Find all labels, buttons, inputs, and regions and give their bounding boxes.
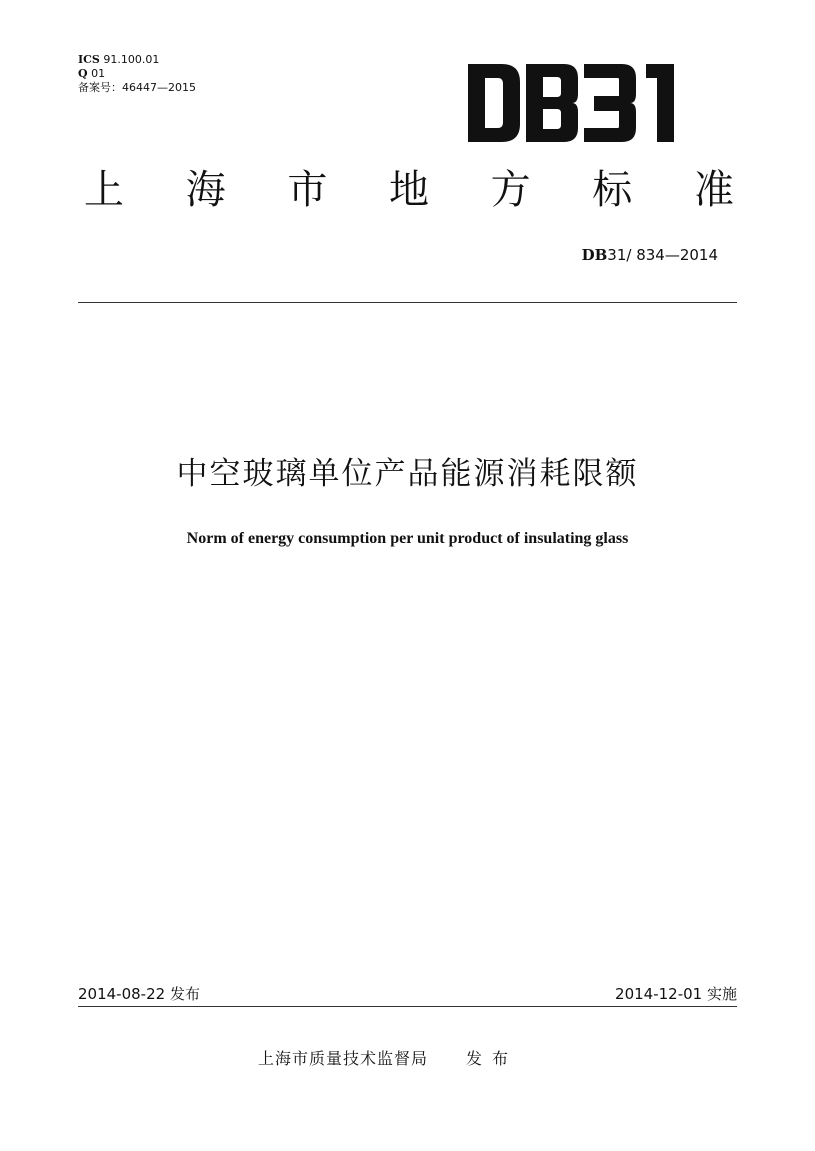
standard-type-char: 方 [490,167,531,213]
db31-logo [468,64,692,142]
q-code-text: 01 [87,67,106,80]
issuing-authority [258,1048,518,1070]
document-title: 中空玻璃单位产品能源消耗限额 [176,456,639,492]
issuer-name: 上海市质量技术监督局 [258,1049,429,1068]
q-code: Q 01 [78,67,106,80]
document-title-english: Norm of energy consumption per unit product of insulating glass [186,530,629,547]
document-metadata [78,53,196,95]
standard-type-char: 准 [693,167,734,213]
standard-number-prefix: DB [581,246,608,264]
standard-type-char: 市 [287,167,328,213]
standard-type-char: 地 [388,167,429,213]
top-divider [78,302,737,303]
standard-type-char: 标 [592,167,633,213]
ics-code: ICS 91.100.01 [78,53,160,66]
standard-type-char: 上 [84,167,124,213]
implementation-date: 2014-12-01 实施 [615,985,737,1003]
record-number: 备案号：46447—2015 [78,81,196,94]
standard-type-heading [84,164,734,216]
ics-code-text: 91.100.01 [99,53,160,66]
bottom-divider [78,1006,737,1007]
standard-number [582,245,718,265]
standard-type-char: 海 [185,167,226,213]
standard-number-rest: 31/ 834—2014 [607,246,718,264]
issuer-action: 发布 [466,1049,519,1068]
issue-date: 2014-08-22 发布 [78,985,200,1003]
